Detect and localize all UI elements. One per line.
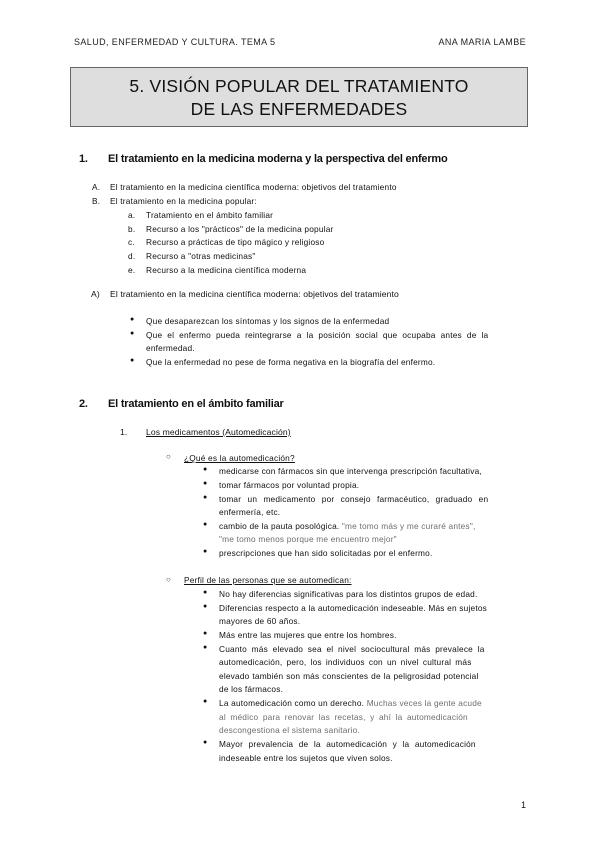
bullet-text: enfermería, etc. bbox=[219, 507, 281, 517]
circle-bullet-icon: ○ bbox=[166, 452, 171, 461]
item-marker: 1. bbox=[120, 427, 128, 437]
section1-heading: El tratamiento en la medicina moderna y la perspectiva del enfermo bbox=[108, 153, 448, 165]
sublist-item: Tratamiento en el ámbito familiar bbox=[146, 210, 274, 220]
bullet-text: Que desaparezcan los síntomas y los signos de la enfermedad bbox=[146, 316, 390, 326]
item-heading: Los medicamentos (Automedicación) bbox=[146, 427, 291, 437]
sublist-marker: d. bbox=[128, 251, 136, 261]
sublist-marker: c. bbox=[128, 237, 135, 247]
title-line-1: 5. VISIÓN POPULAR DEL TRATAMIENTO bbox=[129, 76, 469, 96]
sublist-marker: e. bbox=[128, 265, 136, 275]
question-heading: ¿Qué es la automedicación? bbox=[184, 453, 295, 463]
bullet-text: medicarse con fármacos sin que intervenga prescripción facultativa, bbox=[219, 466, 482, 476]
header-left: SALUD, ENFERMEDAD Y CULTURA. TEMA 5 bbox=[74, 37, 276, 47]
list-marker: B. bbox=[92, 196, 101, 206]
bullet-icon: ● bbox=[203, 480, 208, 487]
bullet-text-main: La automedicación como un derecho. bbox=[219, 698, 365, 708]
bullet-text: prescripciones que han sido solicitadas por el enfermo. bbox=[219, 548, 433, 558]
bullet-text: mayores de 60 años. bbox=[219, 616, 301, 626]
bullet-icon: ● bbox=[203, 603, 208, 610]
page-number: 1 bbox=[521, 800, 527, 810]
bullet-text: No hay diferencias significativas para los distintos grupos de edad. bbox=[219, 589, 478, 599]
sublist-item: Recurso a la medicina científica moderna bbox=[146, 265, 307, 275]
bullet-text: Diferencias respecto a la automedicación indeseable. Más en sujetos bbox=[219, 603, 487, 613]
bullet-text: Cuanto más elevado sea el nivel sociocultural más prevalece la bbox=[219, 644, 485, 654]
bullet-icon: ● bbox=[130, 357, 135, 364]
circle-bullet-icon: ○ bbox=[166, 575, 171, 584]
bullet-icon: ● bbox=[203, 548, 208, 555]
list-item: El tratamiento en la medicina popular: bbox=[110, 196, 257, 206]
subsection-heading: El tratamiento en la medicina científica moderna: objetivos del tratamiento bbox=[110, 289, 399, 299]
bullet-text bbox=[219, 521, 475, 531]
bullet-icon: ● bbox=[203, 521, 208, 528]
bullet-text-quote: "me tomo menos porque me encuentro mejor" bbox=[219, 534, 397, 544]
bullet-icon: ● bbox=[203, 494, 208, 501]
bullet-text: indeseable entre los sujetos que viven solos. bbox=[219, 753, 393, 763]
section2-heading: El tratamiento en el ámbito familiar bbox=[108, 398, 284, 410]
list-marker: A. bbox=[92, 182, 101, 192]
bullet-text: Mayor prevalencia de la automedicación y la automedicación bbox=[219, 739, 476, 749]
bullet-text-quote: "me tomo más y me curaré antes", bbox=[341, 521, 476, 531]
bullet-text: Que el enfermo pueda reintegrarse a la posición social que ocupaba antes de la bbox=[146, 330, 489, 340]
bullet-icon: ● bbox=[203, 739, 208, 746]
bullet-text: automedicación, pero, los individuos con un nivel cultural más bbox=[219, 657, 472, 667]
sublist-item: Recurso a prácticas de tipo mágico y religioso bbox=[146, 237, 325, 247]
bullet-text: tomar un medicamento por consejo farmacéutico, graduado en bbox=[219, 494, 489, 504]
subsection-marker: A) bbox=[91, 289, 100, 299]
section2-number: 2. bbox=[79, 398, 88, 410]
section1-number: 1. bbox=[79, 153, 88, 165]
bullet-text: enfermedad. bbox=[146, 343, 195, 353]
bullet-text: tomar fármacos por voluntad propia. bbox=[219, 480, 360, 490]
header-right: ANA MARIA LAMBE bbox=[438, 37, 526, 47]
list-item: El tratamiento en la medicina científica moderna: objetivos del tratamiento bbox=[110, 182, 397, 192]
sublist-marker: a. bbox=[128, 210, 136, 220]
question-heading: Perfil de las personas que se automedican: bbox=[184, 575, 352, 585]
bullet-icon: ● bbox=[203, 644, 208, 651]
sublist-item: Recurso a los "prácticos" de la medicina popular bbox=[146, 224, 334, 234]
bullet-text-note: descongestiona el sistema sanitario. bbox=[219, 725, 360, 735]
bullet-text-main: cambio de la pauta posológica. bbox=[219, 521, 340, 531]
bullet-text bbox=[219, 698, 482, 708]
bullet-icon: ● bbox=[203, 466, 208, 473]
bullet-text-note: Muchas veces la gente acude bbox=[366, 698, 482, 708]
sublist-item: Recurso a "otras medicinas" bbox=[146, 251, 256, 261]
bullet-text: elevado también son más conscientes de la peligrosidad potencial bbox=[219, 671, 479, 681]
bullet-text-note: al médico para renovar las recetas, y ahí la automedicación bbox=[219, 712, 468, 722]
bullet-icon: ● bbox=[130, 330, 135, 337]
bullet-icon: ● bbox=[130, 316, 135, 323]
bullet-text: de los fármacos. bbox=[219, 684, 284, 694]
title-line-2: DE LAS ENFERMEDADES bbox=[190, 99, 408, 119]
bullet-icon: ● bbox=[203, 698, 208, 705]
bullet-text: Que la enfermedad no pese de forma negativa en la biografía del enfermo. bbox=[146, 357, 436, 367]
bullet-icon: ● bbox=[203, 630, 208, 637]
bullet-icon: ● bbox=[203, 589, 208, 596]
bullet-text: Más entre las mujeres que entre los hombres. bbox=[219, 630, 397, 640]
sublist-marker: b. bbox=[128, 224, 136, 234]
title-box bbox=[70, 67, 528, 127]
